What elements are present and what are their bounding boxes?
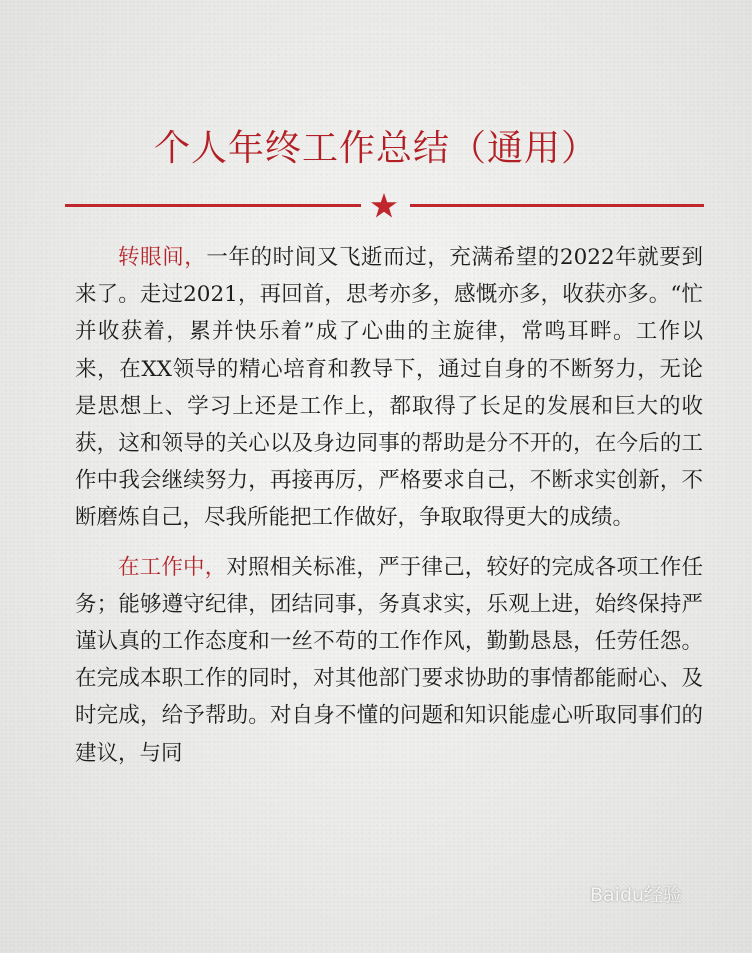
- paragraph-1: [75, 239, 703, 537]
- watermark-logo: Baidu经验: [590, 884, 683, 906]
- paragraph-2: [75, 549, 703, 772]
- paragraph-1-text: 一年的时间又飞逝而过，充满希望的2022年就要到来了。走过2021，再回首，思考亦多，感慨亦多，收获亦多。“忙并收获着，累并快乐着”成了心曲的主旋律，常鸣耳畔。工作以来，在XX领导的精心培育和教导下，通过自身的不断努力，无论是思想上、学习上还是工作上，都取得了长足的发展和巨大的收获，这和领导的关心以及身边同事的帮助是分不开的，在今后的工作中我会继续努力，再接再厉，严格要求自己，不断求实创新，不断磨炼自己，尽我所能把工作做好，争取取得更大的成绩。: [75, 245, 703, 531]
- document-body: [75, 239, 703, 772]
- title-divider-right: [410, 204, 704, 207]
- document-title: 个人年终工作总结（通用）: [153, 128, 598, 169]
- paragraph-2-lead: 在工作中，: [118, 554, 227, 580]
- paragraph-1-lead: 转眼间，: [118, 245, 207, 270]
- star-icon: [370, 192, 398, 220]
- title-divider-left: [65, 204, 361, 207]
- paragraph-2-text: 对照相关标准，严于律己，较好的完成各项工作任务；能够遵守纪律，团结同事，务真求实，乐观上进，始终保持严谨认真的工作态度和一丝不苟的工作作风，勤勤恳恳，任劳任怨。在完成本职工作的同时，对其他部门要求协助的事情都能耐心、及时完成，给予帮助。对自身不懂的问题和知识能虚心听取同事们的建议，与同: [75, 554, 703, 766]
